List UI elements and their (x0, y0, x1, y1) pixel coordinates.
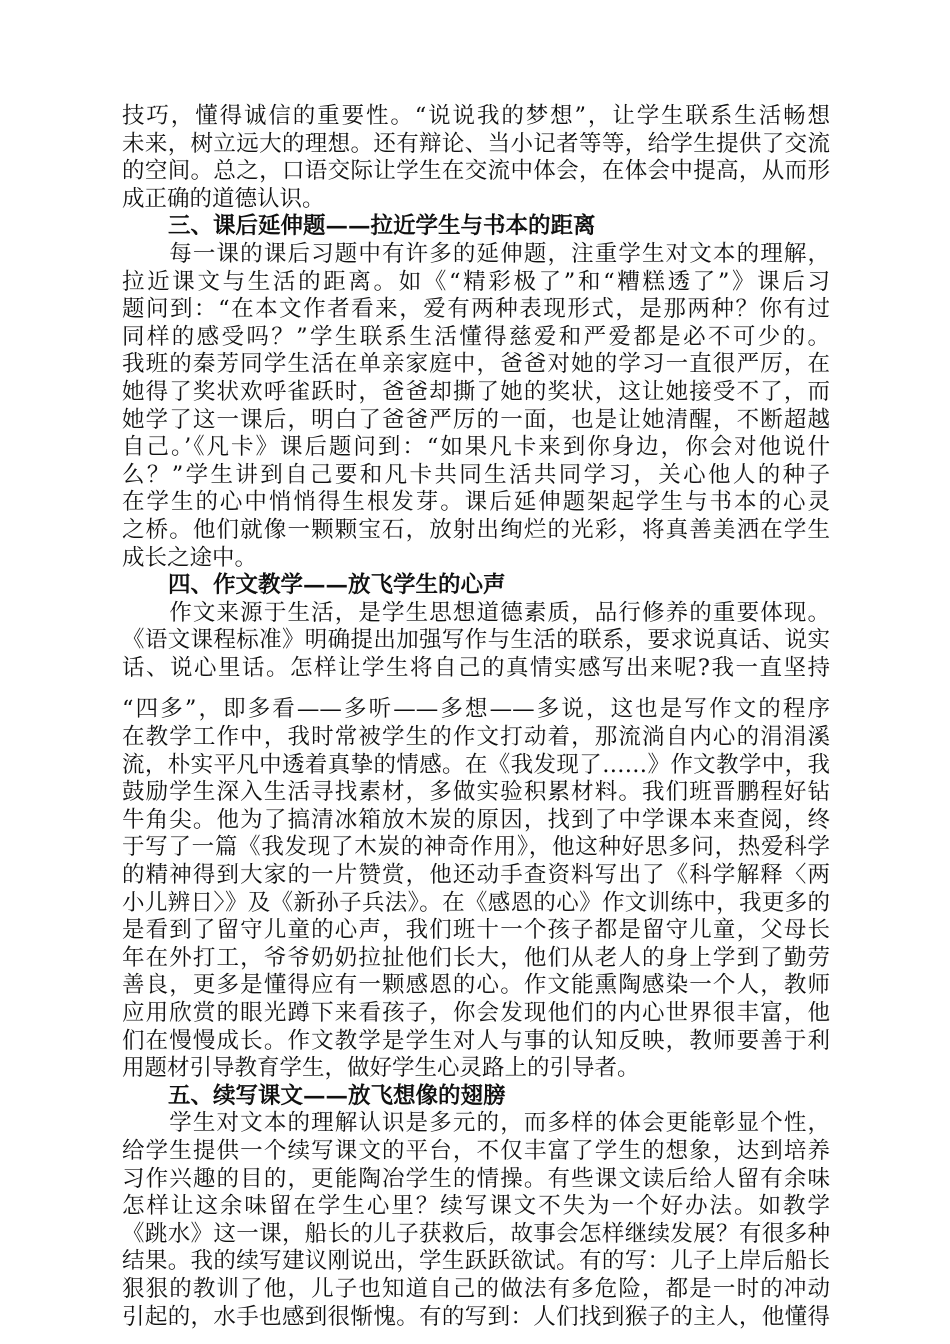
text-line: 同样的感受吗？”学生联系生活懂得慈爱和严爱都是必不可少的。 (122, 323, 830, 350)
text-line: 在教学工作中，我时常被学生的作文打动着，那流淌自内心的涓涓溪 (122, 724, 830, 751)
text-line: 鼓励学生深入生活寻找素材，多做实验积累材料。我们班晋鹏程好钻 (122, 779, 830, 806)
text-line: 流，朴实平凡中透着真挚的情感。在《我发现了……》作文教学中，我 (122, 751, 830, 778)
text-line: 结果。我的续写建议刚说出，学生跃跃欲试。有的写：儿子上岸后船长 (122, 1248, 830, 1275)
text-line: 她学了这一课后，明白了爸爸严厉的一面，也是让她清醒，不断超越 (122, 406, 830, 433)
text-line: “四多”，即多看——多听——多想——多说，这也是写作文的程序 (122, 696, 830, 723)
text-line: 拉近课文与生活的距离。如《“精彩极了”和“糟糕透了”》课后习 (122, 268, 830, 295)
text-line: 未来，树立远大的理想。还有辩论、当小记者等等，给学生提供了交流 (122, 130, 830, 157)
text-line: 应用欣赏的眼光蹲下来看孩子，你会发现他们的内心世界很丰富，他 (122, 1000, 830, 1026)
line-gap (122, 682, 830, 696)
section-heading: 五、续写课文——放飞想像的翅膀 (168, 1082, 506, 1109)
text-line: 自己。’《凡卡》课后题问到：“如果凡卡来到你身边，你会对他说什 (122, 434, 830, 461)
text-line: 话、说心里话。怎样让学生将自己的真情实感写出来呢?我一直坚持 (122, 654, 830, 681)
text-line: 《跳水》这一课，船长的儿子获救后，故事会怎样继续发展？有很多种 (122, 1220, 830, 1247)
text-line: 题问到：“在本文作者看来，爱有两种表现形式，是那两种？你有过 (122, 296, 830, 323)
text-line: 小儿辨日〉》及《新孙子兵法》。在《感恩的心》作文训练中，我更多的 (122, 889, 830, 916)
text-line: 是看到了留守儿童的心声，我们班十一个孩子都是留守儿童，父母长 (122, 917, 830, 944)
text-line: 成长之途中。 (122, 544, 258, 571)
text-line: 于写了一篇《我发现了木炭的神奇作用》，他这种好思多问，热爱科学 (122, 834, 830, 861)
text-line: 在学生的心中悄悄得生根发芽。课后延伸题架起学生与书本的心灵 (122, 489, 830, 516)
text-line: 引起的，水手也感到很惭愧。有的写到：人们找到猴子的主人，他懂得 (122, 1303, 830, 1330)
text-line: 用题材引导教育学生，做好学生心灵路上的引导者。 (122, 1055, 640, 1082)
text-line: 她得了奖状欢呼雀跃时，爸爸却撕了她的奖状，这让她接受不了，而 (122, 378, 830, 405)
section-heading: 四、作文教学——放飞学生的心声 (168, 572, 506, 599)
text-line: 牛角尖。他为了搞清冰箱放木炭的原因，找到了中学课本来查阅，终 (122, 806, 830, 833)
text-line: 善良，更多是懂得应有一颗感恩的心。作文能熏陶感染一个人，教师 (122, 972, 830, 999)
text-line: 学生对文本的理解认识是多元的，而多样的体会更能彰显个性， (122, 1110, 830, 1137)
text-line: 我班的秦芳同学生活在单亲家庭中，爸爸对她的学习一直很严厉，在 (122, 351, 830, 378)
text-line: 么？”学生讲到自己要和凡卡共同生活共同学习，关心他人的种子 (122, 461, 830, 488)
text-line: 成正确的道德认识。 (122, 185, 325, 212)
text-line: 狠狠的教训了他，儿子也知道自己的做法有多危险，都是一时的冲动 (122, 1275, 830, 1302)
text-line: 的精神得到大家的一片赞赏，他还动手查资料写出了《科学解释〈两 (122, 862, 830, 889)
text-line: 《语文课程标准》明确提出加强写作与生活的联系，要求说真话、说实 (122, 627, 830, 654)
document-page (122, 103, 830, 1331)
text-line: 年在外打工，爷爷奶奶拉扯他们长大，他们从老人的身上学到了勤劳 (122, 944, 830, 971)
text-line: 给学生提供一个续写课文的平台，不仅丰富了学生的想象，达到培养 (122, 1137, 830, 1164)
text-line: 技巧，懂得诚信的重要性。“说说我的梦想”，让学生联系生活畅想 (122, 103, 830, 129)
text-line: 作文来源于生活，是学生思想道德素质，品行修养的重要体现。 (122, 599, 830, 626)
text-line: 怎样让这余味留在学生心里？续写课文不失为一个好办法。如教学 (122, 1193, 830, 1220)
text-line: 们在慢慢成长。作文教学是学生对人与事的认知反映，教师要善于利 (122, 1027, 830, 1054)
text-line: 习作兴趣的目的，更能陶冶学生的情操。有些课文读后给人留有余味 (122, 1165, 830, 1192)
text-line: 之桥。他们就像一颗颗宝石，放射出绚烂的光彩，将真善美洒在学生 (122, 516, 830, 543)
text-line: 的空间。总之，口语交际让学生在交流中体会，在体会中提高，从而形 (122, 158, 830, 185)
section-heading: 三、课后延伸题——拉近学生与书本的距离 (168, 213, 596, 240)
text-line: 每一课的课后习题中有许多的延伸题，注重学生对文本的理解， (122, 240, 830, 267)
